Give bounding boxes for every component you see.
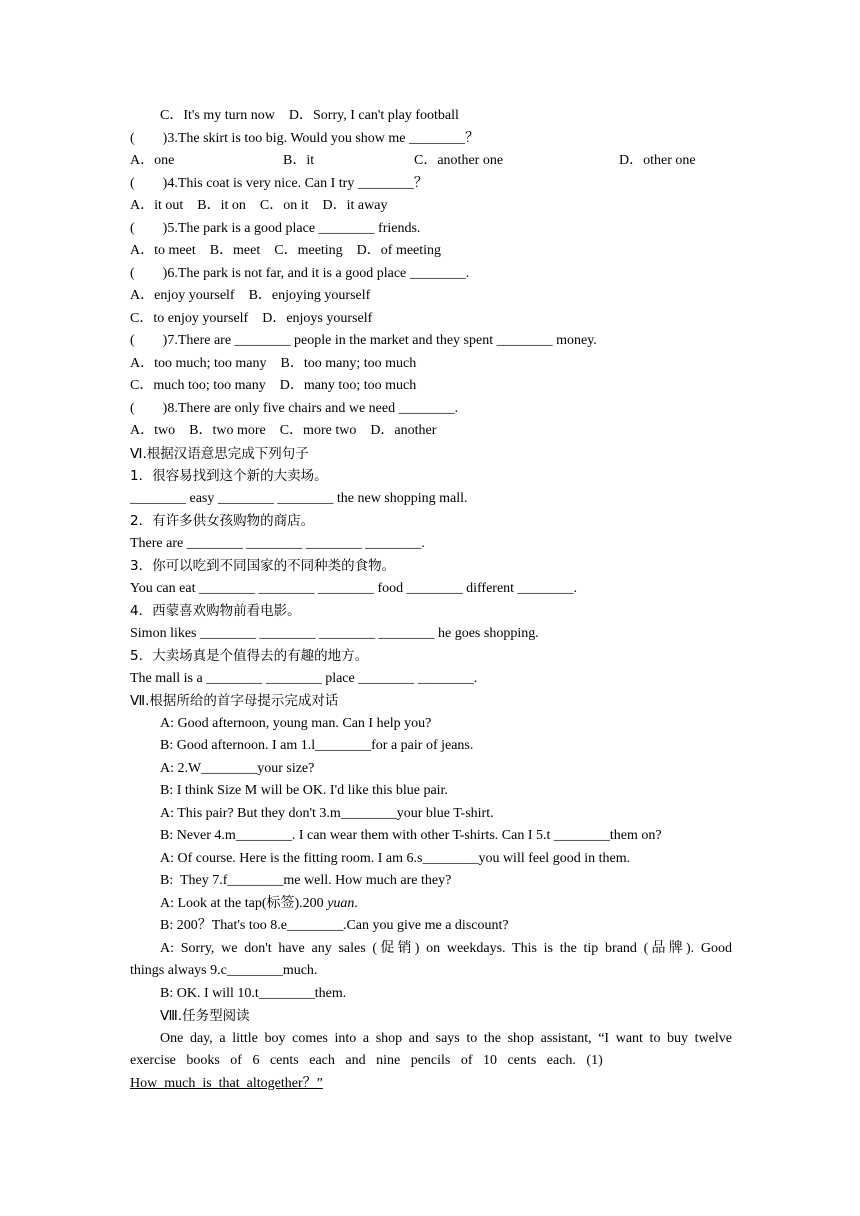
sentence-3-chinese: 3．你可以吃到不同国家的不同种类的食物。 bbox=[130, 558, 396, 574]
options-3 bbox=[130, 150, 732, 173]
sentence-1-english: ________ easy ________ ________ the new shopping mall. bbox=[130, 490, 468, 506]
dialogue-italic-word: yuan bbox=[327, 895, 355, 911]
dialogue-line: B: OK. I will 10.t________them. bbox=[160, 985, 347, 1001]
dialogue-line bbox=[130, 893, 732, 916]
options-5: A．to meet B．meet C．meeting D．of meeting bbox=[130, 243, 442, 258]
question-6: ( )6.The park is not far, and it is a good place ________. bbox=[130, 265, 470, 281]
dialogue-line: A: Good afternoon, young man. Can I help you? bbox=[160, 715, 432, 731]
reading-underlined-question: How much is that altogether？” bbox=[130, 1075, 323, 1091]
dialogue-text: A: Look at the tap(标签).200 bbox=[160, 895, 328, 911]
sentence-5-english: The mall is a ________ ________ place ________ ________. bbox=[130, 670, 478, 686]
sentence-5-chinese: 5．大卖场真是个值得去的有趣的地方。 bbox=[130, 648, 369, 664]
dialogue-line: B: 200？That's too 8.e________.Can you give me a discount? bbox=[160, 918, 509, 933]
question-7: ( )7.There are ________ people in the market and they spent ________ money. bbox=[130, 333, 597, 348]
dialogue-line: A: Of course. Here is the fitting room. I am 6.s________you will feel good in them. bbox=[160, 850, 631, 866]
option-line: C．It's my turn now D．Sorry, I can't play football bbox=[160, 108, 459, 123]
document-content bbox=[130, 105, 732, 1095]
question-8: ( )8.There are only five chairs and we need ________. bbox=[130, 400, 459, 416]
question-4: ( )4.This coat is very nice. Can I try ________？ bbox=[130, 175, 428, 191]
options-6-ab: A．enjoy yourself B．enjoying yourself bbox=[130, 288, 371, 303]
section-heading-7: Ⅶ.根据所给的首字母提示完成对话 bbox=[130, 693, 339, 709]
dialogue-line: A: 2.W________your size? bbox=[160, 760, 315, 776]
dialogue-line: B: They 7.f________me well. How much are they? bbox=[160, 873, 452, 888]
section-heading-8: Ⅷ.任务型阅读 bbox=[160, 1008, 250, 1024]
dialogue-line: B: Good afternoon. I am 1.l________for a pair of jeans. bbox=[160, 738, 474, 753]
reading-paragraph-line: One day, a little boy comes into a shop and says to the shop assistant, “I want to buy twelve bbox=[160, 1030, 732, 1046]
reading-paragraph-line: exercise books of 6 cents each and nine pencils of 10 cents each. (1) bbox=[130, 1053, 603, 1068]
dialogue-line: A: Sorry, we don't have any sales (促销) on weekdays. This is the tip brand (品牌). Good bbox=[160, 940, 732, 956]
sentence-2-english: There are ________ ________ ________ ________. bbox=[130, 535, 425, 551]
question-5: ( )5.The park is a good place ________ friends. bbox=[130, 220, 421, 236]
question-3: ( )3.The skirt is too big. Would you show me ________？ bbox=[130, 130, 479, 146]
option-c: C．another one bbox=[414, 153, 504, 168]
options-7-cd: C．much too; too many D．many too; too much bbox=[130, 378, 417, 393]
sentence-3-english: You can eat ________ ________ ________ food ________ different ________. bbox=[130, 580, 578, 596]
options-7-ab: A．too much; too many B．too many; too much bbox=[130, 355, 417, 371]
option-a: A．one bbox=[130, 153, 175, 168]
option-b: B．it bbox=[283, 153, 315, 168]
options-6-cd: C．to enjoy yourself D．enjoys yourself bbox=[130, 310, 373, 326]
sentence-4-chinese: 4．西蒙喜欢购物前看电影。 bbox=[130, 603, 301, 619]
sentence-4-english: Simon likes ________ ________ ________ ________ he goes shopping. bbox=[130, 625, 539, 641]
dialogue-line: B: I think Size M will be OK. I'd like this blue pair. bbox=[160, 783, 448, 798]
dialogue-line-continued: things always 9.c________much. bbox=[130, 963, 318, 978]
dialogue-line: B: Never 4.m________. I can wear them with other T-shirts. Can I 5.t ________them on? bbox=[160, 828, 662, 843]
dialogue-text: . bbox=[354, 895, 358, 911]
sentence-2-chinese: 2．有许多供女孩购物的商店。 bbox=[130, 513, 315, 529]
dialogue-line: A: This pair? But they don't 3.m________your blue T-shirt. bbox=[160, 805, 494, 821]
option-d: D．other one bbox=[619, 153, 696, 168]
section-heading-6: Ⅵ.根据汉语意思完成下列句子 bbox=[130, 445, 309, 462]
options-8: A．two B．two more C．more two D．another bbox=[130, 423, 437, 438]
sentence-1-chinese: 1．很容易找到这个新的大卖场。 bbox=[130, 468, 328, 484]
options-4: A．it out B．it on C．on it D．it away bbox=[130, 198, 388, 213]
